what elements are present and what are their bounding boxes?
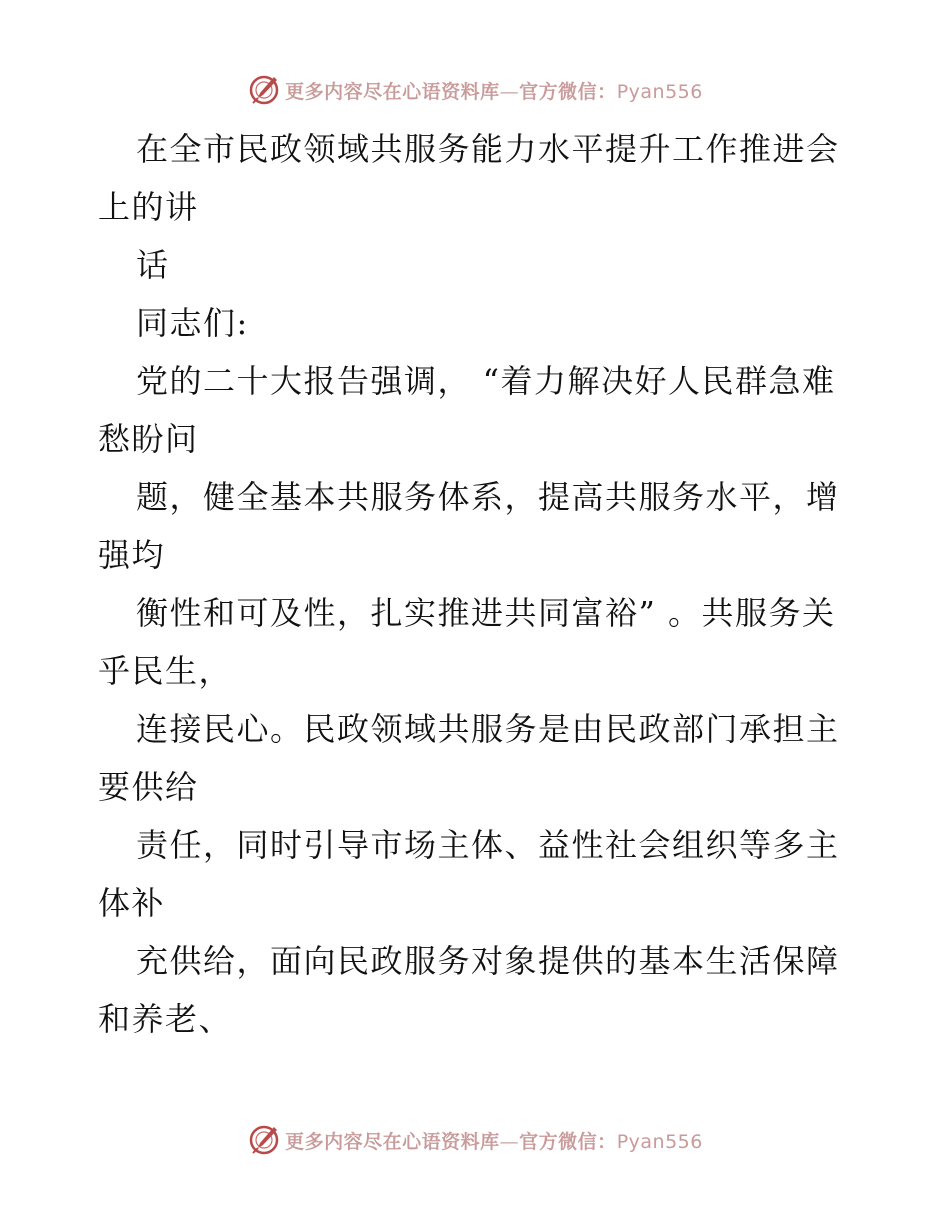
- document-line: 强均: [98, 536, 166, 574]
- footer-watermark-banner: [0, 1120, 950, 1160]
- document-body: [98, 120, 858, 1048]
- document-line: 同志们:: [136, 304, 249, 342]
- quill-pen-circle-icon: [247, 1123, 281, 1157]
- document-line: 连接民心。民政领域共服务是由民政部门承担主: [136, 710, 840, 748]
- document-line: 在全市民政领域共服务能力水平提升工作推进会: [136, 130, 840, 168]
- document-line: 愁盼问: [98, 420, 199, 458]
- document-line: 充供给，面向民政服务对象提供的基本生活保障: [136, 942, 840, 980]
- document-line: 要供给: [98, 768, 199, 806]
- document-line: 体补: [98, 884, 166, 922]
- watermark-wechat-id: Pyan556: [616, 80, 703, 103]
- watermark-text: [285, 77, 703, 104]
- document-line: 责任，同时引导市场主体、益性社会组织等多主: [136, 826, 840, 864]
- watermark-dash: —: [499, 1130, 520, 1153]
- watermark-wechat-label: 官方微信：: [519, 80, 617, 103]
- document-line: 和养老、: [98, 1000, 233, 1038]
- watermark-title: 更多内容尽在心语资料库: [285, 80, 500, 103]
- document-line: 上的讲: [98, 188, 199, 226]
- document-line: 乎民生，: [98, 652, 233, 690]
- document-line: 衡性和可及性，扎实推进共同富裕” 。共服务关: [136, 594, 836, 632]
- watermark-wechat-id: Pyan556: [616, 1130, 703, 1153]
- quill-pen-circle-icon: [247, 73, 281, 107]
- document-line: 题，健全基本共服务体系，提高共服务水平，增: [136, 478, 840, 516]
- header-watermark-banner: [0, 70, 950, 110]
- document-line: 党的二十大报告强调， “着力解决好人民群急难: [136, 362, 836, 400]
- watermark-wechat-label: 官方微信：: [519, 1130, 617, 1153]
- watermark-dash: —: [499, 80, 520, 103]
- watermark-title: 更多内容尽在心语资料库: [285, 1130, 500, 1153]
- watermark-text: [285, 1127, 703, 1154]
- document-line: 话: [136, 246, 170, 284]
